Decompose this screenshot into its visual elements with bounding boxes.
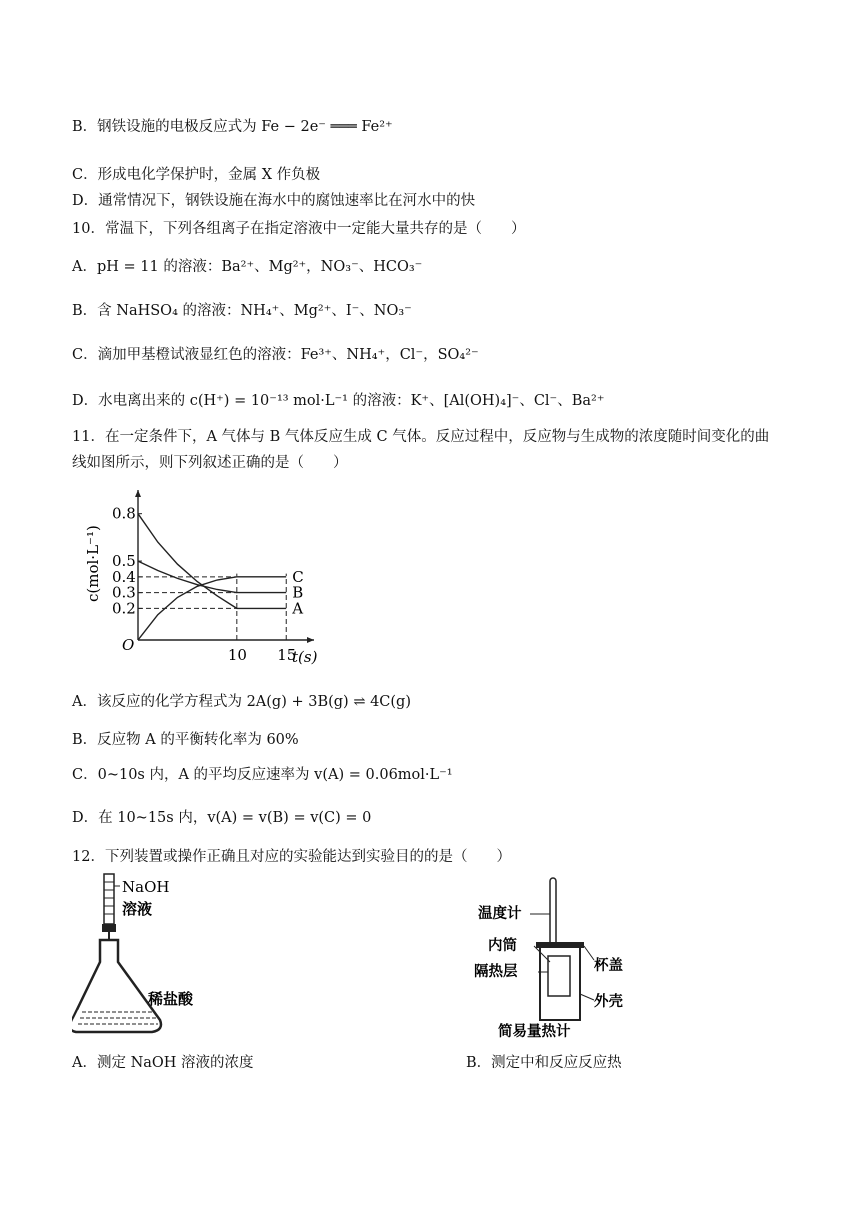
q11-option-d: D．在 10~15s 内，v(A) = v(B) = v(C) = 0 [72,810,372,826]
thermometer-label: 温度计 [478,906,522,922]
y-axis-arrow-icon [135,490,141,497]
q12-stem: 12．下列装置或操作正确且对应的实验能达到实验目的的是（ ） [72,849,511,865]
series-label-C: C [292,567,304,586]
dilute-hcl-label: 稀盐酸 [148,990,194,1008]
concentration-time-chart [80,482,330,672]
x-tick-label: 10 [227,646,247,664]
q11-option-b: B．反应物 A 的平衡转化率为 60% [72,732,299,748]
x-tick-label: 15 [277,646,297,664]
titration-apparatus-figure [72,872,242,1042]
q12-caption-a: A．测定 NaOH 溶液的浓度 [72,1055,254,1071]
x-axis-arrow-icon [307,637,314,643]
calorimeter-title: 简易量热计 [498,1024,571,1040]
outer-shell-label: 外壳 [594,994,623,1010]
q11-stem-line2: 线如图所示，则下列叙述正确的是（ ） [72,455,348,471]
y-tick-label: 0.8 [112,504,136,523]
q9-option-b: B．钢铁设施的电极反应式为 Fe − 2e⁻ ═══ Fe²⁺ [72,119,393,135]
series-line-A [138,514,286,609]
q10-option-b: B．含 NaHSO₄ 的溶液：NH₄⁺、Mg²⁺、I⁻、NO₃⁻ [72,303,412,319]
burette-icon [102,874,120,944]
q9-option-d: D．通常情况下，钢铁设施在海水中的腐蚀速率比在河水中的快 [72,193,476,209]
q12-caption-b: B．测定中和反应反应热 [466,1055,622,1071]
calorimeter-figure [470,876,640,1044]
q11-option-a: A．该反应的化学方程式为 2A(g) + 3B(g) ⇌ 4C(g) [72,694,412,710]
y-tick-label: 0.5 [112,552,136,571]
inner-cup-label: 内筒 [488,938,517,954]
y-tick-label: 0.3 [112,583,136,602]
q10-option-c: C．滴加甲基橙试液显红色的溶液：Fe³⁺、NH₄⁺，Cl⁻，SO₄²⁻ [72,347,479,363]
y-tick-label: 0.4 [112,567,136,586]
q9-option-c: C．形成电化学保护时，金属 X 作负极 [72,167,321,183]
x-axis-label: t(s) [292,648,318,666]
q11-option-c: C．0~10s 内，A 的平均反应速率为 v(A) = 0.06mol·L⁻¹ [72,767,453,783]
y-axis-label: c(mol·L⁻¹) [84,525,102,602]
cup-lid-label: 杯盖 [594,958,623,974]
solution-label: 溶液 [122,900,153,918]
q10-option-a: A．pH = 11 的溶液：Ba²⁺、Mg²⁺，NO₃⁻、HCO₃⁻ [72,259,423,275]
q11-stem-line1: 11．在一定条件下，A 气体与 B 气体反应生成 C 气体。反应过程中，反应物与生成物的浓度随时间变化的曲 [72,429,770,445]
series-label-B: B [292,583,304,602]
insulation-layer-label: 隔热层 [474,964,518,980]
y-tick-label: 0.2 [112,599,136,618]
chart-svg [80,482,330,672]
series-label-A: A [292,599,304,618]
q10-stem: 10．常温下，下列各组离子在指定溶液中一定能大量共存的是（ ） [72,221,526,237]
q10-option-d: D．水电离出来的 c(H⁺) = 10⁻¹³ mol·L⁻¹ 的溶液：K⁺、[Al(OH)₄]⁻、Cl⁻、Ba²⁺ [72,393,605,409]
conical-flask-icon [72,940,161,1032]
calorimeter-icon [536,942,584,1020]
origin-label: O [122,636,135,654]
naoh-label: NaOH [122,878,170,896]
